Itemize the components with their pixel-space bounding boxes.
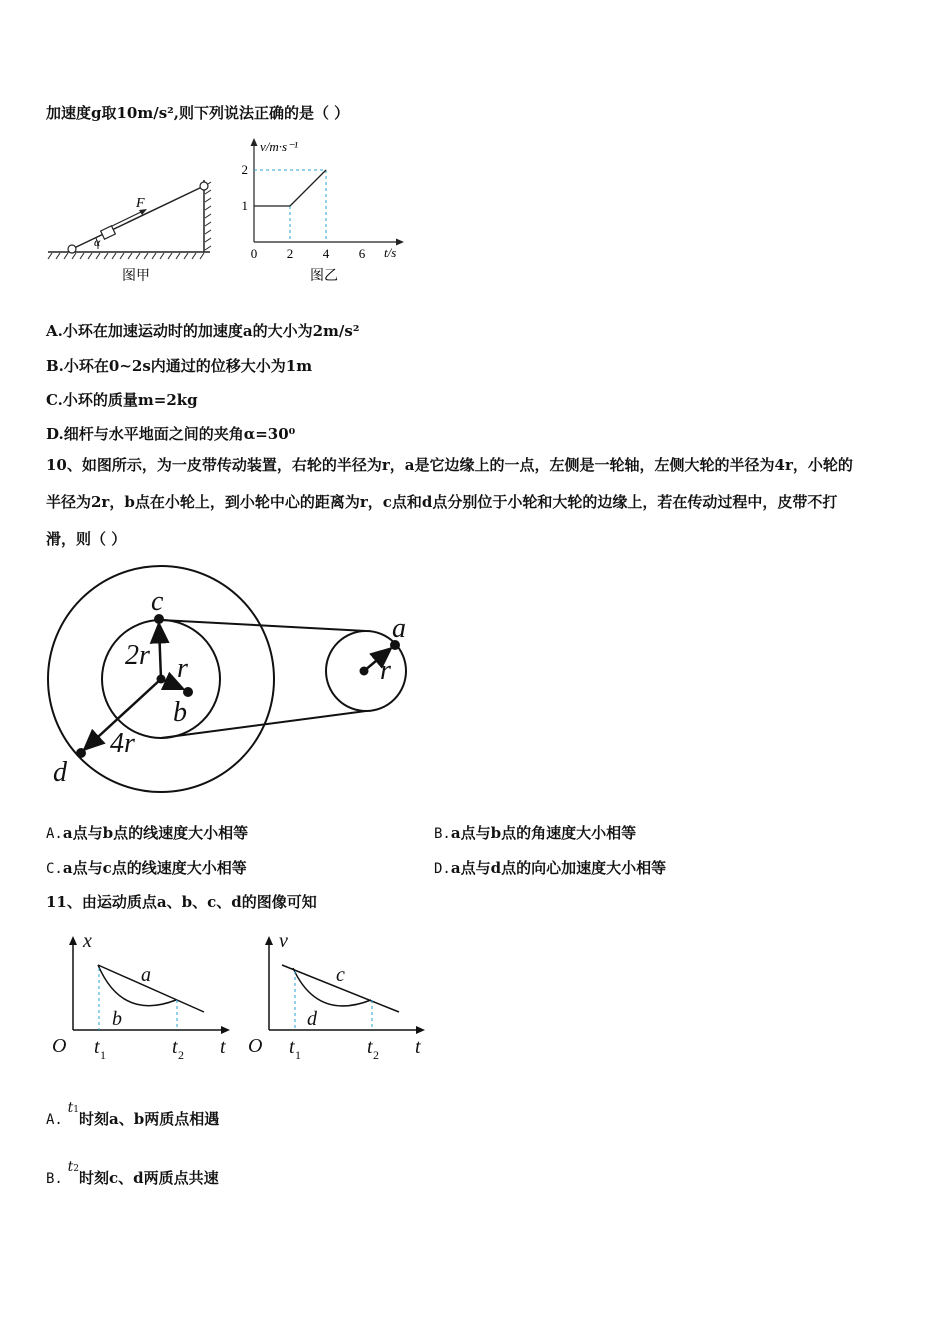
xt-t1-label: t [94,1036,100,1058]
label-2r: 2r [125,640,150,671]
vd-curve-d-label: d [307,1008,317,1030]
xt-curve-b-label: b [112,1008,122,1030]
q10-stem-line2: 半径为2r，b点在小轮上，到小轮中心的距离为r，c点和d点分别位于小轮和大轮的边缘上，若在传动过程中，皮带不打 [46,493,838,511]
q9-option-d: D.细杆与水平地面之间的夹角α=30⁰ [46,425,296,443]
xt-yaxis-label: x [83,930,92,952]
q10-option-c [46,857,247,878]
q9-option-b: B.小环在0~2s内通过的位移大小为1m [46,357,313,375]
label-r-right: r [380,655,391,686]
q10-option-d [434,857,666,878]
q11-option-a [46,1100,220,1129]
vt-xtick-0: 0 [250,246,258,261]
q10-stem-line1: 10、如图所示，为一皮带传动装置，右轮的半径为r，a是它边缘上的一点，左侧是一轮轴，左侧大轮的半径为4r，小轮的 [46,456,853,474]
xt-curve-a-label: a [141,964,151,986]
q10-stem-line3: 滑，则（ ） [46,530,127,548]
xt-t2-label: t [172,1036,178,1058]
q11-option-b-text: 时刻c、d两质点共速 [79,1169,219,1187]
vt-xtick-4: 4 [322,246,330,261]
label-r-b: r [177,653,188,684]
label-4r: 4r [110,728,135,759]
q11-option-a-key: A. [46,1112,63,1128]
q11-option-b-sub: 2 [73,1164,80,1174]
q11-option-a-text: 时刻a、b两质点相遇 [79,1110,220,1128]
incline-figure [44,176,219,286]
q9-option-a: A.小环在加速运动时的加速度a的大小为2m/s² [46,322,360,340]
q10-option-a [46,822,248,843]
fig2-caption: 图乙 [310,268,338,284]
vt-xtick-2: 2 [286,246,294,261]
xt-t1-subscript: 1 [100,1048,106,1062]
xt-t2-subscript: 2 [178,1048,184,1062]
vd-t2-subscript: 2 [373,1048,379,1062]
q11-option-b [46,1159,219,1188]
label-c: c [151,586,164,617]
q10-option-d-text: a点与d点的向心加速度大小相等 [450,859,667,877]
vt-xtick-6: 6 [358,246,366,261]
vt-ytick-2: 2 [241,162,248,177]
q10-option-a-text: a点与b点的线速度大小相等 [62,824,249,842]
q10-stem [46,447,906,558]
q11-stem: 11、由运动质点a、b、c、d的图像可知 [46,893,317,911]
vt-xlabel: t/s [384,245,397,260]
fig1-caption: 图甲 [122,268,150,284]
q10-option-b-key: B. [434,826,451,842]
force-f-label: F [136,196,145,211]
q10-option-c-key: C. [46,861,63,877]
vd-xaxis-label: t [415,1036,421,1058]
q10-option-d-key: D. [434,861,451,877]
vd-t1-label: t [289,1036,295,1058]
vd-t2-label: t [367,1036,373,1058]
vd-yaxis-label: v [279,930,288,952]
xt-xaxis-label: t [220,1036,226,1058]
q11-option-a-t: t [67,1100,74,1116]
vt-ytick-1: 1 [241,198,248,213]
angle-alpha-label: α [94,235,101,249]
vt-series-segment [290,170,326,206]
xt-origin-label: O [52,1035,67,1057]
xt-graph [46,925,236,1070]
label-a: a [392,613,406,644]
vd-origin-label: O [248,1035,263,1057]
q9-intro: 加速度g取10m/s²,则下列说法正确的是（ ） [46,104,350,122]
q11-option-a-sub: 1 [73,1105,80,1115]
q10-option-b [434,822,636,843]
q10-option-b-text: a点与b点的角速度大小相等 [450,824,637,842]
belt-drive-figure [40,560,420,805]
label-d: d [53,757,67,788]
vd-curve-c-label: c [336,964,345,986]
vt-chart [238,130,413,290]
q9-option-c: C.小环的质量m=2kg [46,391,198,409]
q10-option-c-text: a点与c点的线速度大小相等 [62,859,247,877]
vt-ylabel: v/m·s⁻¹ [260,139,298,154]
vt-graph-cd [243,925,433,1070]
label-b: b [173,697,187,728]
q11-option-b-key: B. [46,1171,63,1187]
q11-option-b-t: t [67,1159,74,1175]
vd-t1-subscript: 1 [295,1048,301,1062]
q10-option-a-key: A. [46,826,63,842]
